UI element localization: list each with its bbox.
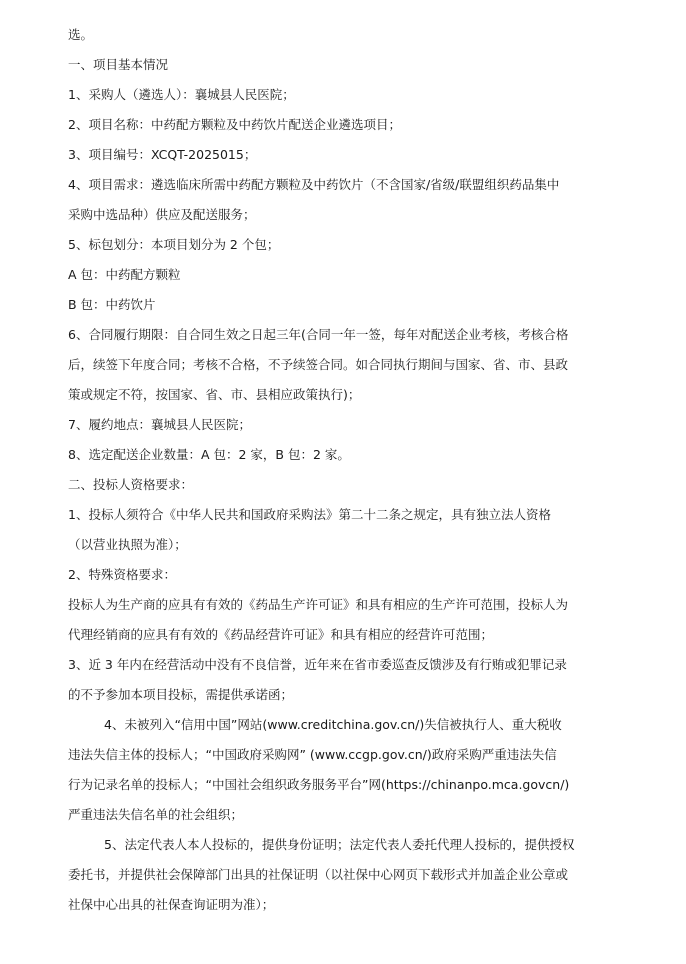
text-line: B 包：中药饮片	[68, 297, 156, 312]
text-line: 6、合同履行期限：自合同生效之日起三年(合同一年一签，每年对配送企业考核，考核合格	[68, 327, 569, 342]
section-heading: 一、项目基本情况	[68, 57, 169, 72]
text-line: 社保中心出具的社保查询证明为准）；	[68, 897, 275, 912]
text-line: 采购中选品种）供应及配送服务；	[68, 207, 256, 222]
text-line: 3、近 3 年内在经营活动中没有不良信誉，近年来在省市委巡查反馈涉及有行贿或犯罪记录	[68, 657, 567, 672]
text-line: 2、特殊资格要求：	[68, 567, 176, 582]
text-line: 8、选定配送企业数量：A 包：2 家，B 包：2 家。	[68, 447, 350, 462]
text-line: 的不予参加本项目投标，需提供承诺函；	[68, 687, 294, 702]
text-line: 代理经销商的应具有有效的《药品经营许可证》和具有相应的经营许可范围；	[68, 627, 494, 642]
text-line: 后，续签下年度合同；考核不合格，不予续签合同。如合同执行期间与国家、省、市、县政	[68, 357, 569, 372]
text-line: 5、标包划分：本项目划分为 2 个包；	[68, 237, 280, 252]
text-line: 3、项目编号：XCQT-2025015；	[68, 147, 257, 162]
text-line: 严重违法失信名单的社会组织；	[68, 807, 244, 822]
section-heading: 二、投标人资格要求：	[68, 477, 194, 492]
text-line: 投标人为生产商的应具有有效的《药品生产许可证》和具有相应的生产许可范围，投标人为	[68, 597, 569, 612]
text-line: 1、采购人（遴选人）：襄城县人民医院；	[68, 87, 295, 102]
text-line: 4、未被列入“信用中国”网站(www.creditchina.gov.cn/)失信被执行人、重大税收	[104, 717, 562, 732]
text-line: 委托书，并提供社会保障部门出具的社保证明（以社保中心网页下载形式并加盖企业公章或	[68, 867, 569, 882]
text-line: 策或规定不符，按国家、省、市、县相应政策执行)；	[68, 387, 361, 402]
text-line: 7、履约地点：襄城县人民医院；	[68, 417, 251, 432]
text-line: A 包：中药配方颗粒	[68, 267, 181, 282]
text-line: 行为记录名单的投标人；“中国社会组织政务服务平台”网(https://chinanpo.mca.govcn/)	[68, 777, 570, 792]
text-line: 选。	[68, 27, 94, 42]
text-line: 4、项目需求：遴选临床所需中药配方颗粒及中药饮片（不含国家/省级/联盟组织药品集中	[68, 177, 560, 192]
text-line: 1、投标人须符合《中华人民共和国政府采购法》第二十二条之规定，具有独立法人资格	[68, 507, 551, 522]
text-line: （以营业执照为准）；	[68, 537, 187, 552]
text-line: 5、法定代表人本人投标的，提供身份证明；法定代表人委托代理人投标的，提供授权	[104, 837, 575, 852]
text-line: 2、项目名称：中药配方颗粒及中药饮片配送企业遴选项目；	[68, 117, 401, 132]
text-line: 违法失信主体的投标人；“中国政府采购网” (www.ccgp.gov.cn/)政府采购严重违法失信	[68, 747, 557, 762]
document-page	[0, 20, 686, 964]
